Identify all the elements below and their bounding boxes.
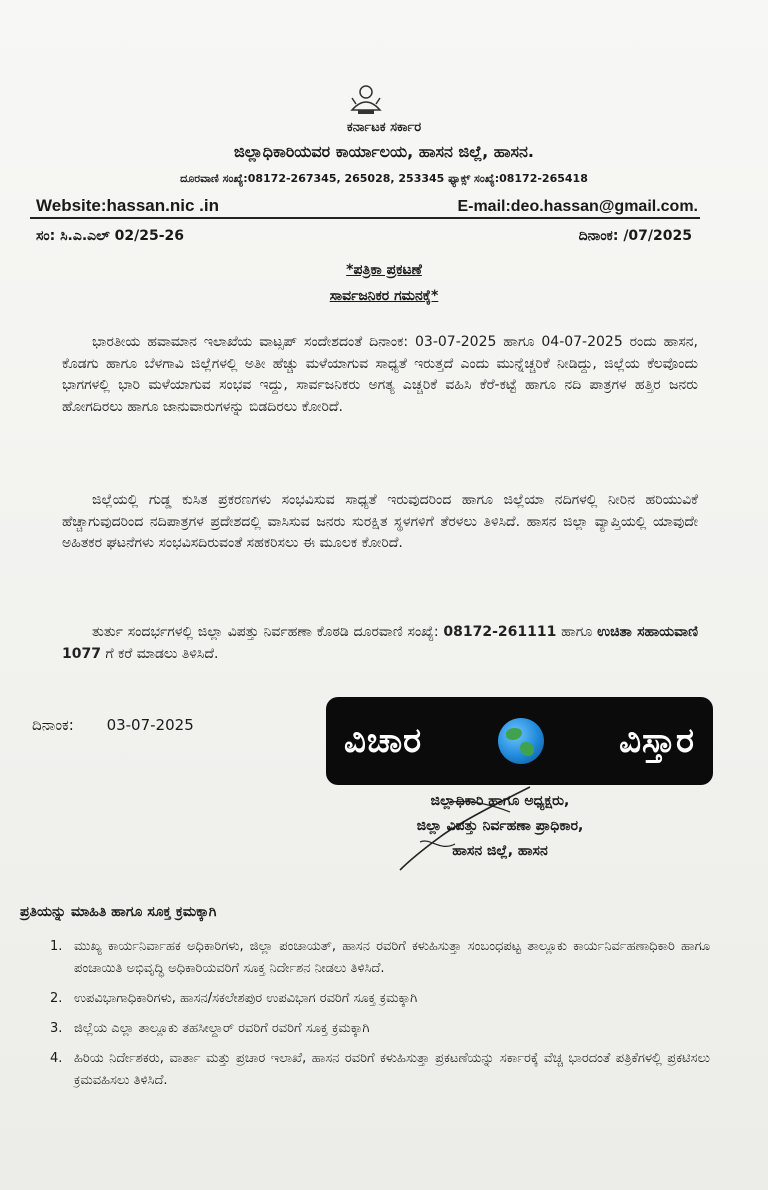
copy-to-heading: ಪ್ರತಿಯನ್ನು ಮಾಹಿತಿ ಹಾಗೂ ಸೂಕ್ತ ಕ್ರಮಕ್ಕಾಗಿ <box>20 904 217 920</box>
emergency-text-end: ಗೆ ಕರೆ ಮಾಡಲು ತಿಳಿಸಿದೆ. <box>100 645 219 662</box>
issue-date-value: 03-07-2025 <box>106 716 194 734</box>
reference-number: ಸಂ: ಸಿ.ಎ.ಎಲ್ 02/25-26 <box>36 228 185 244</box>
paragraph-landslide-warning: ಜಿಲ್ಲೆಯಲ್ಲಿ ಗುಡ್ಡ ಕುಸಿತ ಪ್ರಕರಣಗಳು ಸಂಭವಿಸುವ ಸಾಧ್ಯತೆ ಇರುವುದರಿಂದ ಹಾಗೂ ಜಿಲ್ಲೆಯಾ ನದಿಗಳಲ್ಲಿ ನೀರಿನ ಹರಿಯುವಿಕೆ ಹೆಚ್ಚಾಗುವುದರಿಂದ ನದಿಪಾತ್ರಗಳ ಪ್ರದೇಶದಲ್ಲಿ ವಾಸಿಸುವ ಜನರು ಸುರಕ್ಷಿತ ಸ್ಥಳಗಳಿಗೆ ತೆರಳಲು ತಿಳಿಸಿದೆ. ಹಾಸನ ಜಿಲ್ಲಾ ವ್ಯಾಪ್ತಿಯಲ್ಲಿ ಯಾವುದೇ ಅಹಿತಕರ ಘಟನೆಗಳು ಸಂಭವಿಸದಿರುವಂತೆ ಸಹಕರಿಸಲು ಈ ಮೂಲಕ ಕೋರಿದೆ. <box>62 492 698 551</box>
signatory-place: ಹಾಸನ ಜಿಲ್ಲೆ, ಹಾಸನ <box>452 843 548 859</box>
issue-date-label: ದಿನಾಂಕ: <box>32 716 74 734</box>
signatory-title: ಜಿಲ್ಲಾಧಿಕಾರಿ ಹಾಗೂ ಅಧ್ಯಕ್ಷರು, <box>430 793 570 809</box>
list-item: 2. ಉಪವಿಭಾಗಾಧಿಕಾರಿಗಳು, ಹಾಸನ/ಸಕಲೇಶಪುರ ಉಪವಿಭಾಗ ರವರಿಗೆ ಸೂಕ್ತ ಕ್ರಮಕ್ಕಾಗಿ <box>50 991 418 1006</box>
watermark-banner <box>326 697 713 785</box>
issue-date <box>32 716 194 734</box>
emergency-phone: 08172-261111 <box>443 624 557 640</box>
globe-icon <box>498 718 544 764</box>
list-item: 4. ಹಿರಿಯ ನಿರ್ದೇಶಕರು, ವಾರ್ತಾ ಮತ್ತು ಪ್ರಚಾರ ಇಲಾಖೆ, ಹಾಸನ ರವರಿಗೆ ಕಳುಹಿಸುತ್ತಾ ಪ್ರಕಟಣೆಯನ್ನು ಸರ್ಕಾರಕ್ಕೆ ವೆಚ್ಚ ಭಾರದಂತೆ ಪತ್ರಿಕೆಗಳಲ್ಲಿ ಪ್ರಕಟಿಸಲು ಕ್ರಮವಹಿಸಲು ತಿಳಿಸಿದೆ. <box>50 1051 710 1088</box>
banner-left-word: ವಿಚಾರ <box>344 721 423 761</box>
contact-numbers: ದೂರವಾಣಿ ಸಂಖ್ಯೆ:08172-267345, 265028, 253345 ಫ್ಯಾಕ್ಸ್ ಸಂಖ್ಯೆ:08172-265418 <box>180 172 588 185</box>
banner-right-word: ವಿಸ್ತಾರ <box>619 721 695 761</box>
public-attention-title: ಸಾರ್ವಜನಿಕರ ಗಮನಕ್ಕೆ* <box>329 288 439 304</box>
paragraph-emergency-contact <box>62 622 698 665</box>
government-name: ಕರ್ನಾಟಕ ಸರ್ಕಾರ <box>346 120 422 135</box>
office-name: ಜಿಲ್ಲಾಧಿಕಾರಿಯವರ ಕಾರ್ಯಾಲಯ, ಹಾಸನ ಜಿಲ್ಲೆ, ಹಾಸನ. <box>233 142 535 161</box>
paragraph-weather-warning: ಭಾರತೀಯ ಹವಾಮಾನ ಇಲಾಖೆಯ ವಾಟ್ಸಪ್ ಸಂದೇಶದಂತೆ ದಿನಾಂಕ: 03-07-2025 ಹಾಗೂ 04-07-2025 ರಂದು ಹಾಸನ, ಕೊಡಗು ಹಾಗೂ ಬೆಳಗಾವಿ ಜಿಲ್ಲೆಗಳಲ್ಲಿ ಅತೀ ಹೆಚ್ಚು ಮಳೆಯಾಗುವ ಸಾಧ್ಯತೆ ಇರುತ್ತದೆ ಎಂದು ಮುನ್ನೆಚ್ಚರಿಕೆ ನೀಡಿದ್ದು, ಜಿಲ್ಲೆಯ ಕೆಲವೊಂದು ಭಾಗಗಳಲ್ಲಿ ಭಾರಿ ಮಳೆಯಾಗುವ ಸಂಭವ ಇದ್ದು, ಸಾರ್ವಜನಿಕರು ಅಗತ್ಯ ಎಚ್ಚರಿಕೆ ವಹಿಸಿ ಕೆರೆ-ಕಟ್ಟೆ ಹಾಗೂ ನದಿ ಪಾತ್ರಗಳ ಹತ್ತಿರ ಜನರು ಹೋಗದಿರಲು ಹಾಗೂ ಜಾನುವಾರುಗಳನ್ನು ಬಿಡದಿರಲು ಕೋರಿದೆ. <box>62 334 698 415</box>
emergency-text-mid: ಹಾಗೂ <box>556 624 598 640</box>
list-item: 1. ಮುಖ್ಯ ಕಾರ್ಯನಿರ್ವಾಹಕ ಅಧಿಕಾರಿಗಳು, ಜಿಲ್ಲಾ ಪಂಚಾಯತ್, ಹಾಸನ ರವರಿಗೆ ಕಳುಹಿಸುತ್ತಾ ಸಂಬಂಧಪಟ್ಟ ತಾಲ್ಲೂಕು ಕಾರ್ಯನಿರ್ವಹಣಾಧಿಕಾರಿ ಹಾಗೂ ಪಂಚಾಯಿತಿ ಅಭಿವೃದ್ಧಿ ಅಧಿಕಾರಿಯವರಿಗೆ ಸೂಕ್ತ ನಿರ್ದೇಶನ ನೀಡಲು ತಿಳಿಸಿದೆ. <box>50 939 710 976</box>
helpline-number: ಉಚಿತಾ ಸಹಾಯವಾಣಿ 1077 <box>62 624 698 662</box>
copy-to-list <box>50 936 710 1100</box>
header-divider <box>30 217 700 219</box>
list-item: 3. ಜಿಲ್ಲೆಯ ಎಲ್ಲಾ ತಾಲ್ಲೂಕು ತಹಸೀಲ್ದಾರ್ ರವರಿಗೆ ರವರಿಗೆ ಸೂಕ್ತ ಕ್ರಮಕ್ಕಾಗಿ <box>50 1021 370 1036</box>
website-link[interactable]: Website:hassan.nic .in <box>36 196 219 215</box>
karnataka-emblem-icon <box>346 80 386 116</box>
press-release-title: *ಪತ್ರಿಕಾ ಪ್ರಕಟಣೆ <box>346 262 422 278</box>
emergency-text-start: ತುರ್ತು ಸಂದರ್ಭಗಳಲ್ಲಿ ಜಿಲ್ಲಾ ವಿಪತ್ತು ನಿರ್ವಹಣಾ ಕೊಠಡಿ ದೂರವಾಣಿ ಸಂಖ್ಯೆ: <box>92 624 444 640</box>
email-link[interactable]: E-mail:deo.hassan@gmail.com. <box>457 198 698 215</box>
reference-date: ದಿನಾಂಕ: /07/2025 <box>578 228 692 244</box>
signatory-authority: ಜಿಲ್ಲಾ ವಿಪತ್ತು ನಿರ್ವಹಣಾ ಪ್ರಾಧಿಕಾರ, <box>416 818 584 834</box>
